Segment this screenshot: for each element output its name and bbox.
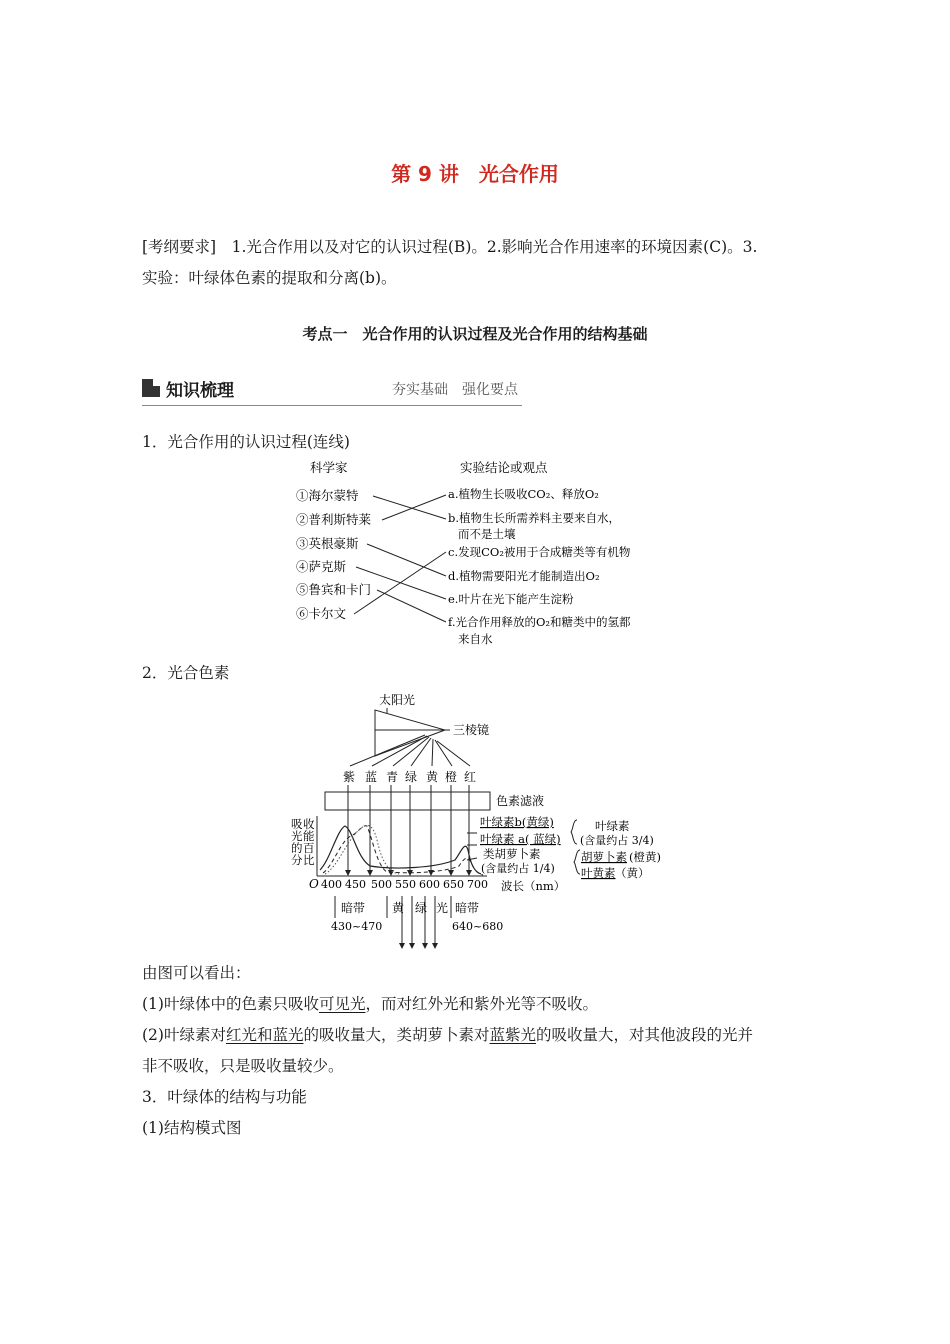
spectrum-green: 绿 <box>405 770 418 784</box>
scientist-3: ③英根豪斯 <box>296 536 359 551</box>
conclusion-b-line-1: b.植物生长所需养料主要来自水， <box>448 511 621 525</box>
item-3-heading: 3．叶绿体的结构与功能 <box>142 1088 307 1106</box>
xtick-650: 650 <box>443 878 464 891</box>
matching-right-header: 实验结论或观点 <box>460 460 548 475</box>
ylabel-char-4: 能 <box>303 829 315 843</box>
scientist-2: ②普利斯特莱 <box>296 512 372 527</box>
chlorophyll-b-label: 叶绿素b(黄绿) <box>480 815 554 829</box>
scientist-1: ①海尔蒙特 <box>296 488 359 503</box>
conclusion-a: a.植物生长吸收CO₂、释放O₂ <box>448 487 599 501</box>
conclusion-e: e.叶片在光下能产生淀粉 <box>448 592 574 606</box>
xtick-700: 700 <box>467 878 488 891</box>
xanthophyll-label: 叶黄素 <box>581 866 616 880</box>
prism-label: 三棱镜 <box>453 723 490 737</box>
spectrum-red: 红 <box>464 770 477 784</box>
middle-light: 光 <box>436 901 449 915</box>
point-2-pre: (2)叶绿素对 <box>142 1026 226 1044</box>
scientist-4: ④萨克斯 <box>296 559 347 574</box>
ylabel-char-7: 分 <box>291 853 303 867</box>
item-1-heading: 1．光合作用的认识过程(连线) <box>142 433 350 451</box>
xtick-550: 550 <box>395 878 416 891</box>
ylabel-char-5: 的 <box>291 841 303 855</box>
carotenoid-brace <box>574 850 580 874</box>
xlabel: 波长（nm） <box>501 879 566 893</box>
filter-box <box>325 792 490 810</box>
xtick-400: 400 <box>321 878 342 891</box>
spectrum-orange: 橙 <box>445 770 458 784</box>
point-2-mid: 的吸收量大，类胡萝卜素对 <box>303 1026 490 1044</box>
point-2-red-blue: 红光和蓝光 <box>225 1026 304 1044</box>
item-2-heading: 2．光合色素 <box>142 664 230 682</box>
spectrum-cyan: 青 <box>386 770 399 784</box>
knowledge-box-label: 知识梳理 <box>166 381 234 401</box>
matching-left-header: 科学家 <box>310 460 348 475</box>
knowledge-box <box>142 376 522 406</box>
point-1-visible-light: 可见光 <box>318 995 366 1013</box>
dark-band-left: 暗带 <box>341 901 366 915</box>
point-2-post: 的吸收量大，对其他波段的光并 <box>536 1026 754 1044</box>
ylabel-char-3: 光 <box>291 829 303 843</box>
spectrum-blue: 蓝 <box>365 770 378 784</box>
middle-yellow: 黄 <box>392 901 405 915</box>
carotene-color: (橙黄) <box>629 850 661 864</box>
xtick-500: 500 <box>371 878 392 891</box>
conclusion-point-1 <box>142 989 812 1020</box>
chlorophyll-group-label: 叶绿素 <box>595 819 630 833</box>
conclusion-point-2 <box>142 1020 812 1051</box>
carotenoid-content: (含量约占 1/4) <box>481 862 555 875</box>
dark-band-right-range: 640~680 <box>452 920 504 933</box>
matching-diagram <box>280 456 680 651</box>
conclusion-intro: 由图可以看出： <box>142 964 251 982</box>
conclusions <box>142 958 812 1144</box>
item-3-1-heading: (1)结构模式图 <box>142 1119 242 1137</box>
dark-band-left-range: 430~470 <box>331 920 383 933</box>
conclusion-d: d.植物需要阳光才能制造出O₂ <box>448 569 600 583</box>
middle-green: 绿 <box>415 901 428 915</box>
sunlight-label: 太阳光 <box>379 693 416 707</box>
origin-label: O <box>309 877 319 891</box>
conclusion-c: c.发现CO₂被用于合成糖类等有机物 <box>448 545 631 559</box>
conclusion-f-line-2: 来自水 <box>458 632 493 646</box>
conclusion-point-2-line-2: 非不吸收，只是吸收量较少。 <box>142 1057 344 1075</box>
ylabel-char-6: 百 <box>303 841 315 855</box>
chlorophyll-a-curve <box>320 826 481 874</box>
divider <box>142 405 522 406</box>
chlorophyll-group-content: (含量约占 3/4) <box>580 834 654 847</box>
ylabel-char-2: 收 <box>303 817 315 831</box>
scientist-6: ⑥卡尔文 <box>296 606 347 621</box>
carotenoid-label: 类胡萝卜素 <box>483 847 541 861</box>
knowledge-box-subtitle: 夯实基础 强化要点 <box>392 382 518 398</box>
point-1-pre: (1)叶绿体中的色素只吸收 <box>142 995 319 1013</box>
requirements-line-2: 实验：叶绿体色素的提取和分离(b)。 <box>142 269 397 287</box>
point-2-blue-violet: 蓝紫光 <box>489 1026 537 1044</box>
scientist-5: ⑤鲁宾和卡门 <box>296 582 372 597</box>
section-square-icon <box>142 379 160 397</box>
section-title: 考点一 光合作用的认识过程及光合作用的结构基础 <box>302 325 648 343</box>
conclusion-f-line-1: f.光合作用释放的O₂和糖类中的氢都 <box>448 615 631 629</box>
chlorophyll-a-label: 叶绿素 a( 蓝绿) <box>480 832 561 846</box>
point-1-post: ，而对红外光和紫外光等不吸收。 <box>365 995 598 1013</box>
chlorophyll-brace <box>571 820 577 844</box>
ylabel-char-1: 吸 <box>291 817 303 831</box>
dark-band-right: 暗带 <box>455 901 480 915</box>
xtick-600: 600 <box>419 878 440 891</box>
conclusion-b-line-2: 而不是土壤 <box>458 527 516 541</box>
spectrum-yellow: 黄 <box>426 770 439 784</box>
filter-label: 色素滤液 <box>496 794 545 808</box>
pigment-diagram <box>275 690 675 952</box>
prism <box>375 710 445 756</box>
exam-requirements <box>142 232 812 294</box>
spectrum-violet: 紫 <box>343 770 356 784</box>
page-title: 第 9 讲 光合作用 <box>391 162 559 186</box>
xanthophyll-color: （黄） <box>615 866 650 880</box>
requirements-line-1: [考纲要求] 1.光合作用以及对它的认识过程(B)。2.影响光合作用速率的环境因素(C)。3. <box>142 238 758 256</box>
carotene-label: 胡萝卜素 <box>581 850 627 864</box>
ylabel-char-8: 比 <box>303 853 315 867</box>
xtick-450: 450 <box>345 878 366 891</box>
carotenoid-curve <box>325 825 399 874</box>
